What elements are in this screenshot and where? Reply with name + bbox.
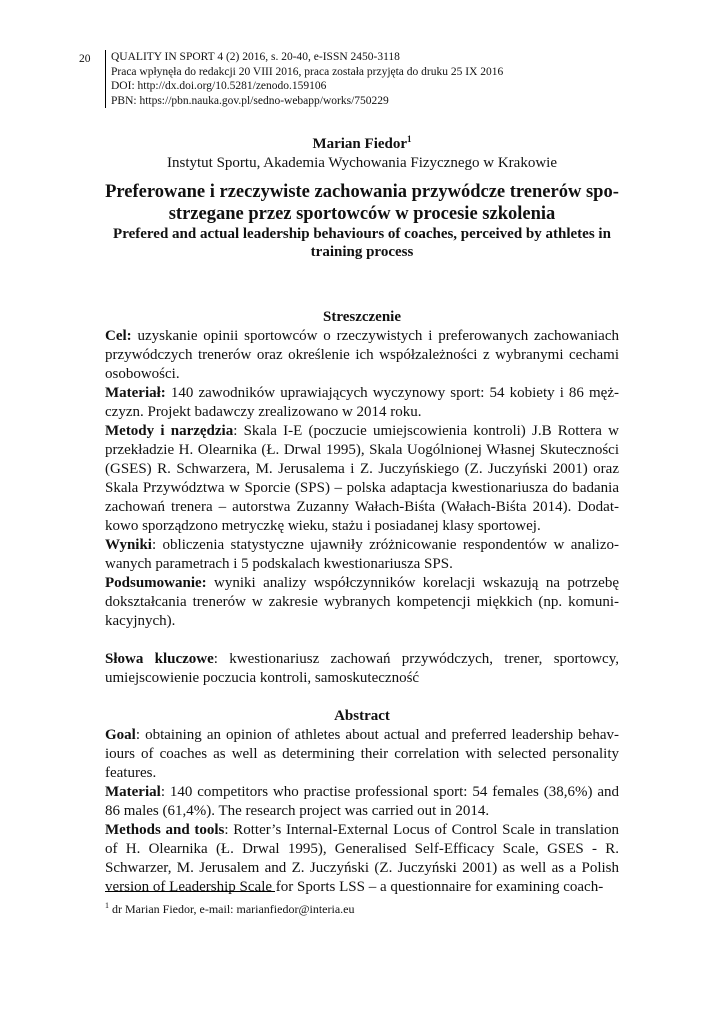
streszczenie-wyniki (105, 536, 619, 574)
author-name: Marian Fiedor (312, 136, 408, 152)
author-block (105, 130, 619, 173)
footnote (105, 898, 354, 917)
footnote-divider (105, 891, 275, 892)
author-name-line (105, 130, 619, 154)
abstract-material (105, 783, 619, 821)
para-label: Podsumowanie: (105, 575, 207, 591)
footnote-mark: 1 (105, 901, 109, 910)
streszczenie-section (105, 308, 619, 688)
journal-header (105, 50, 591, 108)
para-label: Materiał: (105, 385, 166, 401)
para-text: : Rotter’s Internal-External Locus of Control Scale in translation of H. Olearnika (Ł. Drwal 1995), Generalised Self-Efficacy Scale, GSES - R. Schwarzer, M. Jerusalem and Z. Juczyński (Z. Juczyński 2001) as well as a Polish version of Leadership Scale for Sports LSS – a questionnaire for examining coach- (105, 822, 619, 895)
header-pbn: PBN: https://pbn.nauka.gov.pl/sedno-webapp/works/750229 (111, 94, 389, 107)
title-polish: Preferowane i rzeczywiste zachowania przywódcze trenerów spo-strzegane przez sportowców w procesie szkolenia (105, 182, 619, 224)
keywords (105, 650, 619, 688)
abstract-methods (105, 821, 619, 897)
para-text: wyniki analizy współczynników korelacji wskazują na potrzebę dokształcania trenerów w zakresie wybranych kompetencji miękkich (np. komuni-kacyjnych). (105, 575, 619, 629)
title-english: Prefered and actual leadership behaviours of coaches, perceived by athletes in training process (113, 226, 611, 260)
para-text: 140 zawodników uprawiających wyczynowy sport: 54 kobiety i 86 męż-czyzn. Projekt badawczy zrealizowano w 2014 roku. (105, 385, 619, 420)
author-affiliation: Instytut Sportu, Akademia Wychowania Fizycznego w Krakowie (167, 155, 557, 171)
para-label: Material (105, 784, 161, 800)
header-received: Praca wpłynęła do redakcji 20 VIII 2016, praca została przyjęta do druku 25 IX 2016 (111, 65, 504, 78)
abstract-section (105, 707, 619, 897)
abstract-heading: Abstract (334, 708, 390, 724)
title-block (105, 181, 619, 261)
page-number: 20 (79, 53, 91, 65)
para-text: : 140 competitors who practise professional sport: 54 females (38,6%) and 86 males (61,4%). The research project was carried out in 2014. (105, 784, 619, 819)
streszczenie-heading: Streszczenie (322, 309, 402, 325)
abstract-goal (105, 726, 619, 783)
para-text: : Skala I-E (poczucie umiejscowienia kontroli) J.B Rottera w przekładzie H. Olearnika (Ł. Drwal 1995), Skala Uogólnionej Własnej Skuteczności (GSES) R. Schwarzera, M. Jerusalema i Z. Juczyńskiego (Z. Juczyński 2001) oraz Skala Przywództwa w Sporcie (SPS) – polska adaptacja kwestionariusza do badania zachowań trenera – autorstwa Zuzanny Wałach-Biśta (Wałach-Biśta 2014). Dodat-kowo sporządzono metryczkę wieku, stażu i posiadanej klasy sportowej. (105, 423, 619, 534)
para-text: : obtaining an opinion of athletes about actual and preferred leadership behav-iours of coaches as well as determining their correlation with selected personality features. (105, 727, 619, 781)
footnote-text: dr Marian Fiedor, e-mail: marianfiedor@interia.eu (109, 902, 355, 916)
streszczenie-podsumowanie (105, 574, 619, 631)
header-citation: QUALITY IN SPORT 4 (2) 2016, s. 20-40, e-ISSN 2450-3118 (111, 51, 400, 63)
para-text: : obliczenia statystyczne ujawniły zróżnicowanie respondentów w analizo-wanych parametrach i 5 podskalach kwestionariusza SPS. (105, 537, 619, 572)
para-text: uzyskanie opinii sportowców o rzeczywistych i preferowanych zachowaniach przywódczych trenerów oraz określenie ich współzależności z wybranymi cechami osobowości. (105, 328, 619, 382)
streszczenie-material (105, 384, 619, 422)
para-label: Wyniki (105, 537, 152, 553)
author-footnote-mark: 1 (407, 134, 412, 144)
keywords-label: Słowa kluczowe (105, 651, 214, 667)
streszczenie-metody (105, 422, 619, 536)
para-label: Cel: (105, 328, 132, 344)
para-label: Goal (105, 727, 136, 743)
keywords-text: : kwestionariusz zachowań przywódczych, trener, sportowcy, umiejscowienie poczucia kontroli, samoskuteczność (105, 651, 619, 686)
streszczenie-cel (105, 327, 619, 384)
header-doi: DOI: http://dx.doi.org/10.5281/zenodo.159106 (111, 80, 327, 92)
para-label: Methods and tools (105, 822, 225, 838)
para-label: Metody i narzędzia (105, 423, 234, 439)
